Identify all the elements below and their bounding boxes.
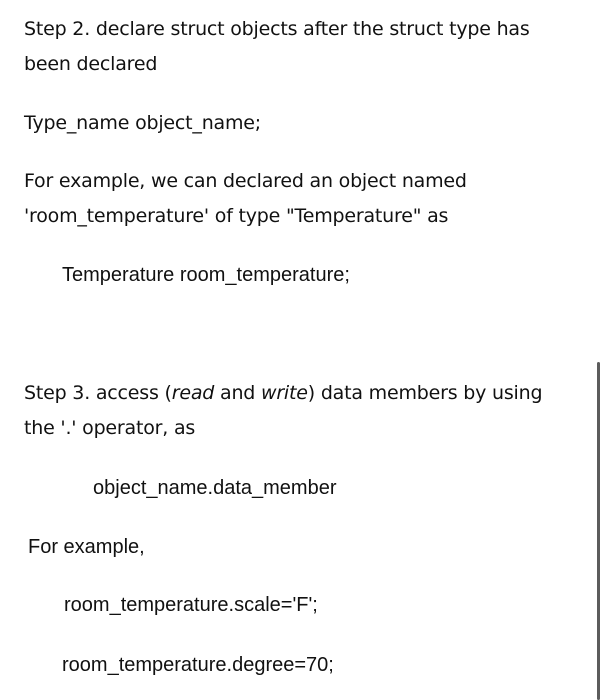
step3-and-word: and [214,382,261,404]
step3-example-label: For example, [28,536,145,558]
step2-heading-line2: been declared [24,53,158,75]
step3-heading-line1 [24,376,542,411]
step3-heading-line2: the '.' operator, as [24,417,196,439]
step3-intro-suffix: ) data members by using [307,382,543,404]
step3-intro-prefix: Step 3. access ( [24,382,172,404]
step3-write-word: write [260,382,308,404]
scrollbar-thumb[interactable] [597,362,600,700]
step2-heading-line1: Step 2. declare struct objects after the struct type has [24,18,530,40]
vertical-scrollbar[interactable] [596,0,606,700]
step2-code-example: Temperature room_temperature; [62,264,350,286]
step3-read-word: read [171,382,215,404]
step2-syntax: Type_name object_name; [24,112,261,134]
step3-syntax: object_name.data_member [93,477,337,499]
step3-code-example-2: room_temperature.degree=70; [62,654,334,676]
step2-example-line1: For example, we can declared an object named [24,170,467,192]
step2-example-line2: 'room_temperature' of type "Temperature" as [24,205,449,227]
step3-code-example-1: room_temperature.scale='F'; [64,594,318,616]
